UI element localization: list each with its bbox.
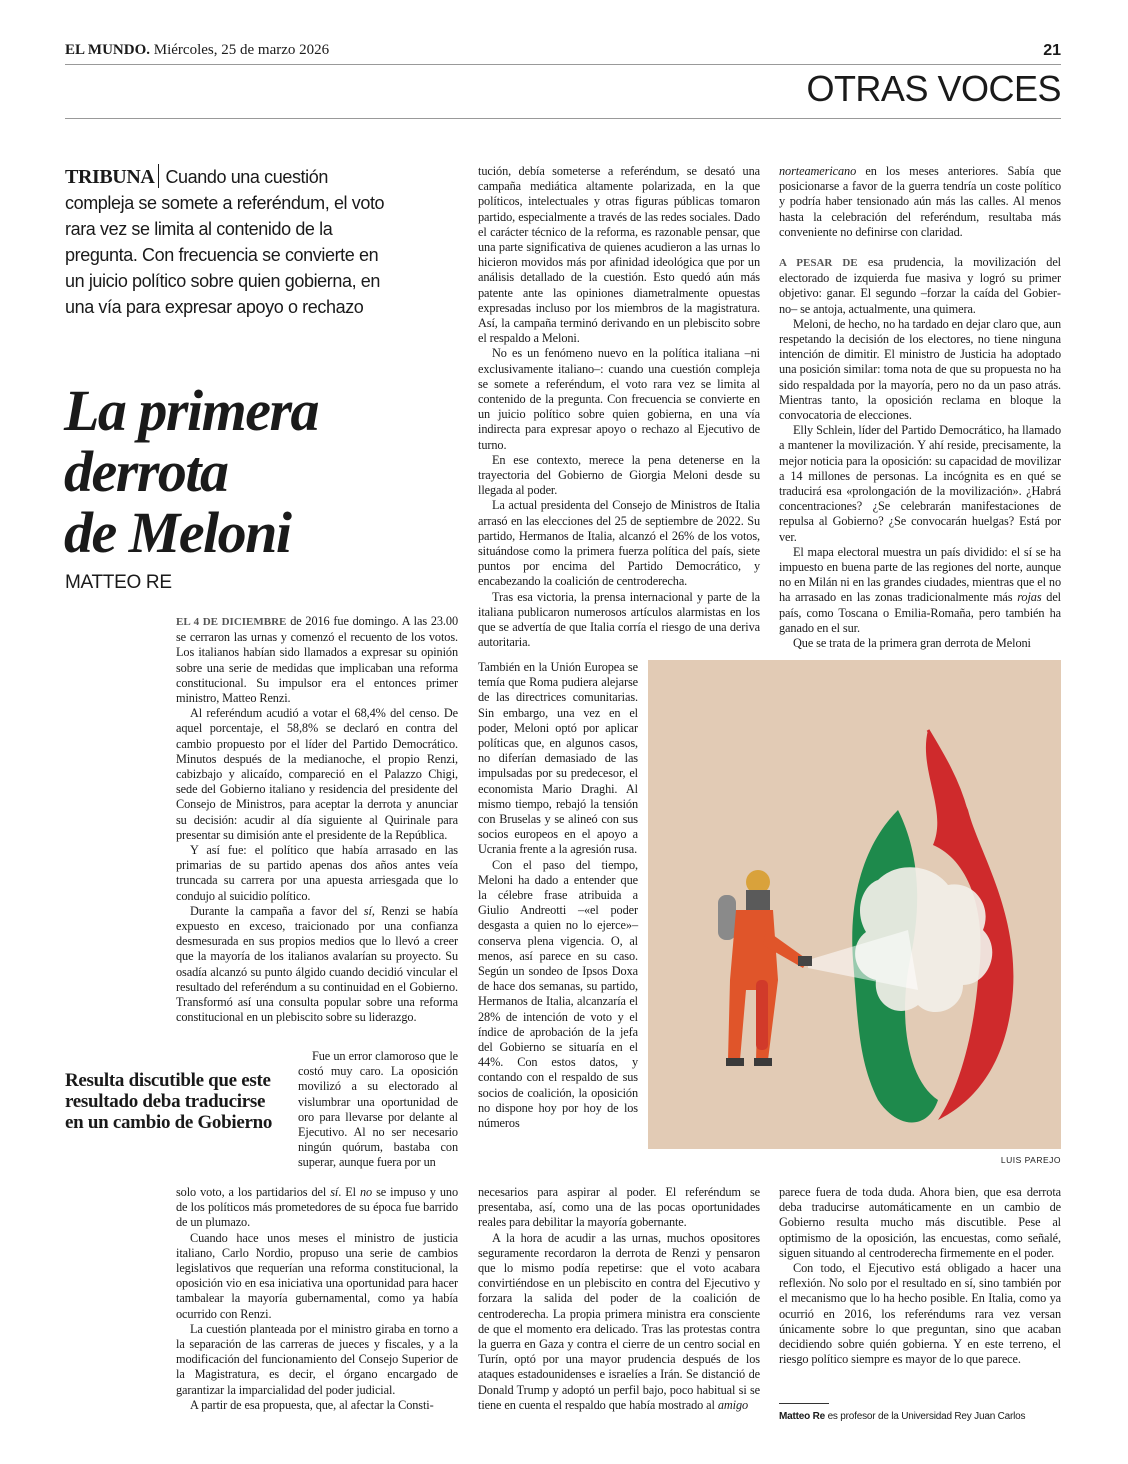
deck-text: Cuando una cuestión compleja se somete a referéndum, el voto rara vez se limita al contenido de la pregunta. Con frecuencia se convierte en un juicio político sobre quien gobierna, en una vía para expresar apoyo o rechazo (65, 167, 385, 317)
paragraph: Tras esa victoria, la prensa internacional y parte de la italiana publicaron numerosos artículos alarmistas en los que se advertía de que Italia corría el riesgo de una deriva autoritaria. (478, 589, 760, 650)
section-title: OTRAS VOCES (806, 68, 1061, 109)
paragraph: A partir de esa propuesta, que, al afectar la Consti- (190, 1397, 434, 1412)
firefighter-figure (718, 870, 812, 1066)
paragraph: Fue un error clamoroso que le costó muy caro. La oposición movilizó a su electorado al vislumbrar una oportunidad de oro para llevarse por delante al Ejecutivo. Al no ser necesario ningún quórum, bastaba con superar, aunque fuera por un (298, 1049, 458, 1170)
tribuna-tag: TRIBUNA (65, 166, 155, 188)
illustration (648, 660, 1061, 1149)
article-column-2 (478, 164, 760, 651)
author-bio (779, 1411, 1061, 1422)
headline-line: de Meloni (64, 500, 291, 565)
paragraph: necesarios para aspirar al poder. El referéndum se presentaba, así, como una de las pocas oportunidades reales para debilitar la mayoría gobernante. (478, 1185, 760, 1230)
article-column-1 (176, 614, 458, 1025)
article-column-3 (779, 164, 1061, 651)
page-header (65, 42, 1061, 62)
paragraph: La actual presidenta del Consejo de Ministros de Italia arrasó en las elecciones del 25 de septiembre de 2022. Su partido, Hermanos de Italia, alcanzó el 26% de los votos, situándose como la primera fuerza política del país, siete puntos por encima del Partido Democrático, y encabezando la coalición de centroderecha. (478, 498, 760, 589)
headline-line: La primera (64, 378, 319, 443)
paragraph: Cuando hace unos meses el ministro de justicia italiano, Carlo Nordio, propuso una serie de cambios legislativos que requerían una reforma constitucional, la oposición vio en esa iniciativa una oportunidad para hacer tambalear la mayoría gubernamental, como ya había ocurrido con Renzi. (176, 1230, 458, 1321)
article-column-2-bottom (478, 1185, 760, 1413)
tag-divider (158, 164, 159, 188)
lead-in: EL 4 DE DICIEMBRE (176, 616, 287, 628)
paragraph: solo voto, a los partidarios del sí. El no se impuso y uno de los políticos más prometedores de su época fue barrido de un plumazo. (176, 1185, 458, 1230)
bio-name: Matteo Re (779, 1411, 825, 1422)
paragraph: Elly Schlein, líder del Partido Democrático, ha llamado a mantener la movilización. Y ahí reside, precisamente, la mejor noticia para la oposición: su capacidad de movilizar a 14 millones de personas. La incógnita es en qué se traducirá esa «prolongación de la movilización». ¿Habrá concentraciones? ¿Se celebrarán manifestaciones de repulsa al Gobierno? ¿Se convocarán huelgas? Está por ver. (779, 423, 1061, 544)
paragraph: Y así fue: el político que había arrasado en las primarias de su partido apenas dos años antes veía truncada su carrera por una apuesta arriesgada que lo condujo al suicidio político. (176, 843, 458, 903)
illustration-credit: LUIS PAREJO (1000, 1155, 1061, 1165)
paragraph: No es un fenómeno nuevo en la política italiana –ni exclusivamente italiano–: cuando una cuestión compleja se somete a referéndum, el voto rara vez se limita al contenido de la pregunta. Con frecuencia se convierte en un juicio político sobre quien gobierna, en una vía indirecta para expresar apoyo o rechazo al Ejecutivo de turno. (478, 346, 760, 452)
issue-date: Miércoles, 25 de marzo 2026 (153, 42, 330, 58)
page-number: 21 (1043, 42, 1061, 59)
paragraph: Al referéndum acudió a votar el 68,4% del censo. De aquel porcentaje, el 58,8% se declaró en contra del cambio propuesto por el líder del Partido Democrático. Minutos después de la medianoche, el propio Renzi, cabizbajo y alicaído, compareció en el Palazzo Chigi, sede del Gobierno italiano y residencia del presidente del Consejo de Ministros, para aceptar la derrota y anunciar su decisión: acudir al día siguiente al Quirinale para presentar su dimisión ante el presidente de la República. (176, 706, 458, 842)
paragraph: A la hora de acudir a las urnas, muchos opositores seguramente recordaron la derrota de Renzi y pensaron que lo mismo podía repetirse: que el voto acabara convirtiéndose en un plebiscito en contra del Ejecutivo y forzara la salida del poder de la coalición de centroderecha. La propia primera ministra era consciente de que el momento era delicado. Tras las protestas contra la guerra en Gaza y contra el cierre de un centro social en Turín, optó por una mayor prudencia después de los ataques estadounidenses e israelíes a Irán. Se distanció de Donald Trump y adoptó un perfil bajo, poco habitual si se tiene en cuenta el respaldo que había mostrado al amigo (478, 1230, 760, 1412)
article-column-1-narrow (298, 1049, 458, 1171)
paragraph: En ese contexto, merece la pena detenerse en la trayectoria del Gobierno de Giorgia Meloni desde su llegada al poder. (478, 452, 760, 498)
article-column-3-bottom (779, 1185, 1061, 1367)
bio-rule (779, 1403, 829, 1404)
headline-line: derrota (64, 439, 228, 504)
paragraph: El mapa electoral muestra un país dividido: el sí se ha impuesto en buena parte de las regiones del norte, aunque no en Milán ni en las grandes ciudades, mientras que el no ha arrasado en las zonas tradicionalmente más rojas del país, como Toscana o Emilia-Romaña, pero también ha ganado en el sur. (779, 544, 1061, 635)
article-column-2-narrow (478, 660, 638, 1131)
paragraph: parece fuera de toda duda. Ahora bien, que esa derrota deba traducirse automáticamente en un cambio de Gobierno resulta mucho más discutible. Pese al optimismo de la oposición, las encuestas, como señalé, siguen situando al centroderecha firmemente en el poder. (779, 1185, 1061, 1260)
newspaper-name: EL MUNDO. (65, 42, 151, 58)
paragraph: Que se trata de la primera gran derrota de Meloni (793, 636, 1031, 651)
author-byline: MATTEO RE (65, 572, 172, 593)
header-rule (65, 64, 1061, 65)
paragraph: EL 4 DE DICIEMBRE de 2016 fue domingo. A las 23.00 se cerraron las urnas y comenzó el recuento de los votos. Los italianos habían sido llamados a expresar su opinión sobre una serie de medidas que implicaban una reforma constitucional. Su impulsor era el entonces primer ministro, Matteo Renzi. (176, 614, 458, 706)
paragraph: A PESAR DE esa prudencia, la movilización del electorado de izquierda fue masiva y logró su primer objetivo: ganar. El segundo –forzar la caída del Gobierno– se antoja, actualmente, una quimera. (779, 255, 1061, 316)
article-column-1-bottom (176, 1185, 458, 1413)
bio-text: es profesor de la Universidad Rey Juan Carlos (824, 1411, 1026, 1422)
tribuna-deck (65, 164, 400, 320)
paragraph: La cuestión planteada por el ministro giraba en torno a la separación de las carreras de jueces y fiscales, y a la modificación del funcionamiento del Consejo Superior de la Magistratura, es decir, el órgano encargado de garantizar la imparcialidad del poder judicial. (176, 1321, 458, 1397)
headline (64, 380, 404, 563)
paragraph: También en la Unión Europea se temía que Roma pudiera alejarse de las directrices comunitarias. Sin embargo, una vez en el poder, Meloni optó por aplicar políticas que, en algunos casos, no diferían demasiado de las impulsadas por su predecesor, el economista Mario Draghi. Al mismo tiempo, rebajó la tensión con Bruselas y se alineó con sus socios europeos en el apoyo a Ucrania frente a la agresión rusa. (478, 660, 638, 857)
paragraph: Durante la campaña a favor del sí, Renzi se había expuesto en exceso, traicionado por una confianza desmesurada en sus propios medios que lo llevó a creer que la mayoría de los italianos avalarían su proyecto. Su osadía alcanzó su punto álgido cuando decidió vincular el resultado del referéndum a su continuidad en el Gobierno. Transformó así una consulta popular sobre una reforma constitucional en un plebiscito sobre su liderazgo. (176, 903, 458, 1025)
paragraph: norteamericano en los meses anteriores. Sabía que posicionarse a favor de la guerra tendría un coste político y podría haber tensionado aún más las calles. Al menos hasta la celebración del referéndum, resultaba más conveniente no definirse con claridad. (779, 164, 1061, 239)
paragraph: Con todo, el Ejecutivo está obligado a hacer una reflexión. No solo por el resultado en sí, sino también por el mecanismo que lo ha hecho posible. En Italia, como ya ocurrió en 2016, los referéndums rara vez versan únicamente sobre lo que preguntan, sino que acaban decidiendo sobre quién gobierna. Y en este terreno, el riesgo político siempre es mayor de lo que parece. (779, 1261, 1061, 1367)
paragraph: Con el paso del tiempo, Meloni ha dado a entender que la célebre frase atribuida a Giulio Andreotti –«el poder desgasta a quien no lo ejerce»– conserva plena vigencia. O, al menos, así parece en su caso. Según un sondeo de Ipsos Doxa de hace dos semanas, su partido, Hermanos de Italia, alcanzaría el 28% de intención de voto y el índice de aprobación de la jefa del Gobierno se situaría en el 44%. Con estos datos, y contando con el respaldo de sus socios de coalición, la oposición no dispone hoy por hoy de los números (478, 857, 638, 1131)
pull-quote: Resulta discutible que este resultado deba traducirse en un cambio de Gobierno (65, 1070, 273, 1133)
paragraph: tución, debía someterse a referéndum, se desató una campaña mediática altamente polarizada, en la que políticos, intelectuales y otras figuras públicas tomaron partido, especialmente a través de las redes sociales. Dado el carácter técnico de la reforma, es razonable pensar, que una parte significativa de quienes acudieron a las urnas lo hicieron movidos más por afinidad ideológica que por un análisis detallado de la cuestión. Esto quedó aún más patente ante las opiniones diametralmente opuestas expresadas incluso por los miembros de la magistratura. Así, la campaña terminó derivando en un plebiscito sobre el respaldo a Meloni. (478, 164, 760, 346)
section-rule (65, 118, 1061, 119)
flame-firefighter-illustration (648, 660, 1061, 1149)
lead-in: A PESAR DE (779, 257, 858, 270)
paragraph: Meloni, de hecho, no ha tardado en dejar claro que, aun respetando la decisión de los electores, no tiene ninguna intención de dimitir. El ministro de Justicia ha adoptado una posición similar: toma nota de que su propuesta no ha sido respaldada por la mayoría, pero no da un paso atrás. Mientras tanto, la oposición reclama en bloque la convocatoria de elecciones. (779, 316, 1061, 423)
